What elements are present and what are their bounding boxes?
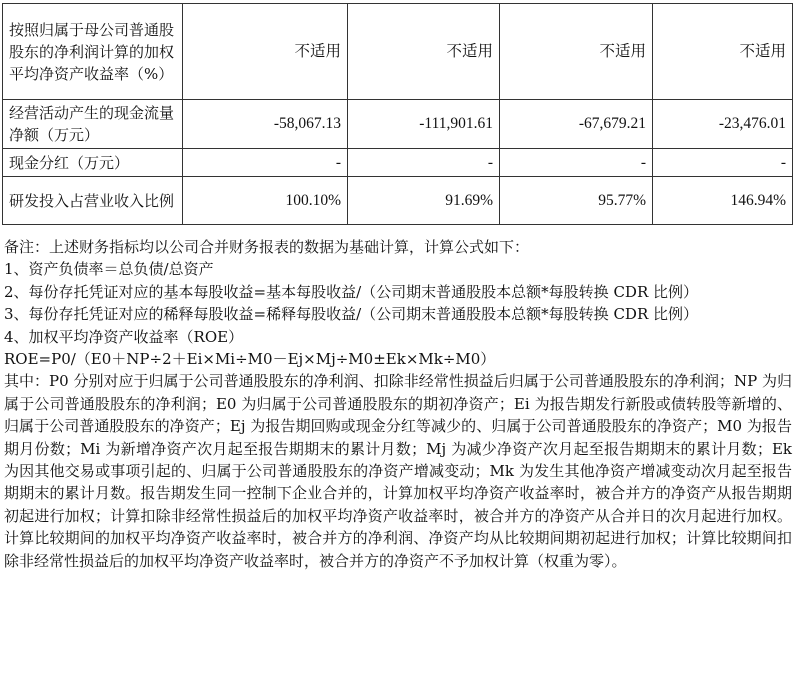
table-cell: -58,067.13 bbox=[183, 100, 348, 149]
financial-indicators-table bbox=[2, 3, 793, 225]
table-row bbox=[3, 100, 793, 149]
table-cell: 146.94% bbox=[653, 177, 793, 225]
row-label: 按照归属于母公司普通股股东的净利润计算的加权平均净资产收益率（%） bbox=[3, 4, 183, 100]
table-cell: - bbox=[500, 149, 653, 177]
table-cell: 91.69% bbox=[348, 177, 500, 225]
row-label: 现金分红（万元） bbox=[3, 149, 183, 177]
formula-explanation: 其中：P0 分别对应于归属于公司普通股股东的净利润、扣除非经常性损益后归属于公司普通股股东的净利润；NP 为归属于公司普通股股东的净利润；E0 为归属于公司普通股股东的期初净资产；Ei 为报告期发行新股或债转股等新增的、归属于公司普通股股东的净资产；Ej 为报告期回购或现金分红等减少的、归属于公司普通股股东的净资产；M0 为报告期月份数；Mi 为新增净资产次月起至报告期期末的累计月数；Mj 为减少净资产次月起至报告期期末的累计月数；Ek 为因其他交易或事项引起的、归属于公司普通股股东的净资产增减变动；Mk 为发生其他净资产增减变动次月起至报告期期末的累计月数。报告期发生同一控制下企业合并的，计算加权平均净资产收益率时，被合并方的净资产从报告期期初起进行加权；计算扣除非经常性损益后的加权平均净资产收益率时，被合并方的净资产从合并日的次月起进行加权。计算比较期间的加权平均净资产收益率时，被合并方的净利润、净资产均从比较期间期初起进行加权；计算比较期间扣除非经常性损益后的加权平均净资产收益率时，被合并方的净资产不予加权计算（权重为零）。 bbox=[4, 372, 792, 570]
table-cell: - bbox=[653, 149, 793, 177]
table-cell: -67,679.21 bbox=[500, 100, 653, 149]
roe-formula: ROE=P0/（E0＋NP÷2＋Ei×Mi÷M0－Ej×Mj÷M0±Ek×Mk÷M0） bbox=[4, 350, 496, 369]
note-item-2: 2、每份存托凭证对应的基本每股收益=基本每股收益/（公司期末普通股股本总额*每股转换 CDR 比例） bbox=[4, 282, 699, 301]
table-cell: 不适用 bbox=[653, 4, 793, 100]
notes-section bbox=[4, 236, 792, 572]
table-cell: 不适用 bbox=[183, 4, 348, 100]
table-row bbox=[3, 177, 793, 225]
table-cell: 100.10% bbox=[183, 177, 348, 225]
table-cell: -23,476.01 bbox=[653, 100, 793, 149]
table-cell: 不适用 bbox=[500, 4, 653, 100]
table-cell: -111,901.61 bbox=[348, 100, 500, 149]
notes-intro: 备注：上述财务指标均以公司合并财务报表的数据为基础计算，计算公式如下： bbox=[4, 238, 530, 256]
note-item-4: 4、加权平均净资产收益率（ROE） bbox=[4, 327, 244, 346]
note-item-1: 1、资产负债率＝总负债/总资产 bbox=[4, 260, 214, 279]
table-cell: - bbox=[183, 149, 348, 177]
table-row bbox=[3, 149, 793, 177]
table-row bbox=[3, 4, 793, 100]
note-item-3: 3、每份存托凭证对应的稀释每股收益=稀释每股收益/（公司期末普通股股本总额*每股转换 CDR 比例） bbox=[4, 305, 699, 324]
row-label: 研发投入占营业收入比例 bbox=[3, 177, 183, 225]
table-cell: 95.77% bbox=[500, 177, 653, 225]
row-label: 经营活动产生的现金流量净额（万元） bbox=[3, 100, 183, 149]
table-cell: - bbox=[348, 149, 500, 177]
table-cell: 不适用 bbox=[348, 4, 500, 100]
